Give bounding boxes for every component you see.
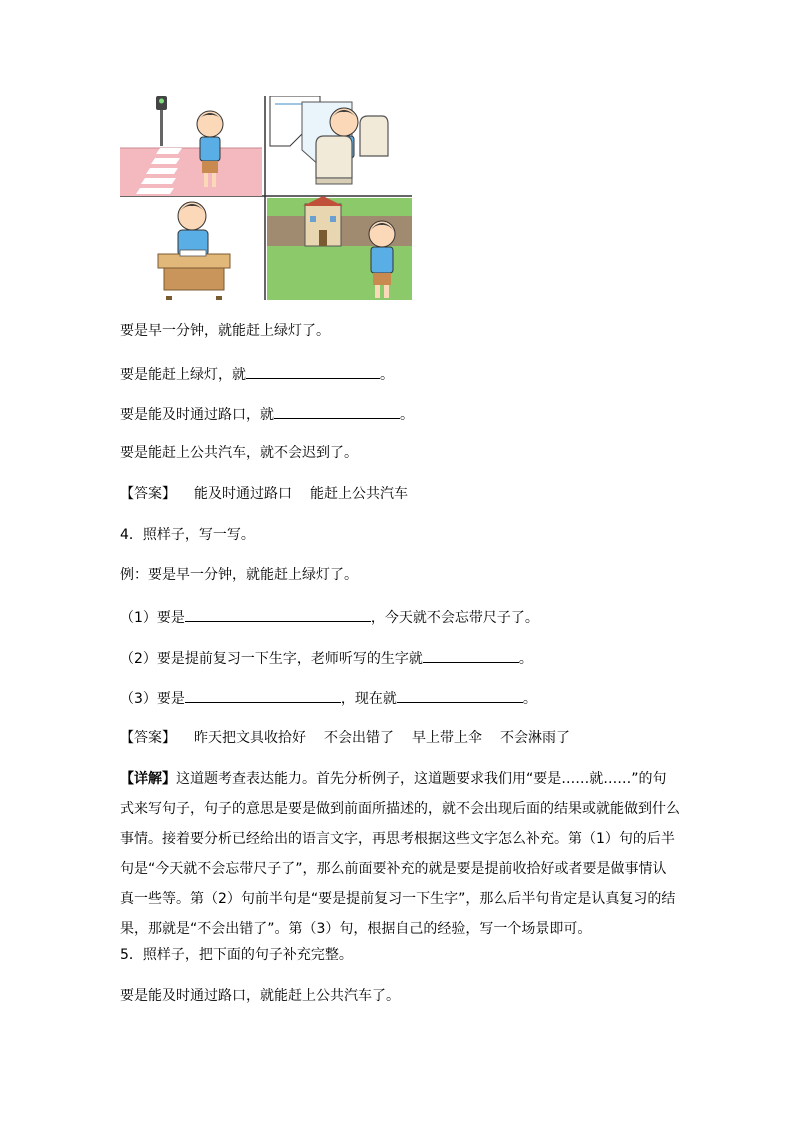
sentence-fill-1: 要是能赶上绿灯，就 。 <box>120 364 394 384</box>
answer-line-2: 【答案】 昨天把文具收拾好 不会出错了 早上带上伞 不会淋雨了 <box>120 730 570 746</box>
four-panel-illustration <box>120 96 412 300</box>
answer-blank[interactable] <box>185 688 341 703</box>
question-4-title: 4．照样子，写一写。 <box>120 527 255 543</box>
question-4-item-3: （3）要是 ，现在就 。 <box>120 688 537 708</box>
panel-school <box>267 196 412 300</box>
sentence-fill-2: 要是能及时通过路口，就 。 <box>120 404 414 424</box>
question-4-example: 例：要是早一分钟，就能赶上绿灯了。 <box>120 567 358 583</box>
question-4-item-2: （2）要是提前复习一下生字，老师听写的生字就 。 <box>120 648 533 668</box>
answer-blank[interactable] <box>423 648 519 663</box>
panel-crosswalk <box>120 96 262 196</box>
panel-bus <box>270 96 388 184</box>
question-5-example: 要是能及时通过路口，就能赶上公共汽车了。 <box>120 988 400 1004</box>
detail-explanation: 【详解】这道题考查表达能力。首先分析例子，这道题要求我们用“要是……就……”的句式来写句子，句子的意思是要是做到前面所描述的，就不会出现后面的结果或就能做到什么事情。接着要分析已经给出的语言文字，再思考根据这些文字怎么补充。第（1）句的后半句是“今天就不会忘带尺子了”，那么前面要补充的就是要是提前收拾好或者要是做事情认真一些等。第（2）句前半句是“要是提前复习一下生字”，那么后半句肯定是认真复习的结果，那就是“不会出错了”。第（3）句，根据自己的经验，写一个场景即可。 <box>120 771 680 937</box>
panel-desk <box>158 202 230 300</box>
answer-line-1: 【答案】 能及时通过路口 能赶上公共汽车 <box>120 486 408 502</box>
answer-blank[interactable] <box>397 688 523 703</box>
answer-blank[interactable] <box>185 607 371 622</box>
sentence-bus: 要是能赶上公共汽车，就不会迟到了。 <box>120 445 358 461</box>
answer-blank[interactable] <box>246 364 380 379</box>
question-5-title: 5．照样子，把下面的句子补充完整。 <box>120 947 353 963</box>
answer-blank[interactable] <box>274 404 400 419</box>
sentence-example-green-light: 要是早一分钟，就能赶上绿灯了。 <box>120 323 330 339</box>
question-4-item-1: （1）要是 ，今天就不会忘带尺子了。 <box>120 607 539 627</box>
